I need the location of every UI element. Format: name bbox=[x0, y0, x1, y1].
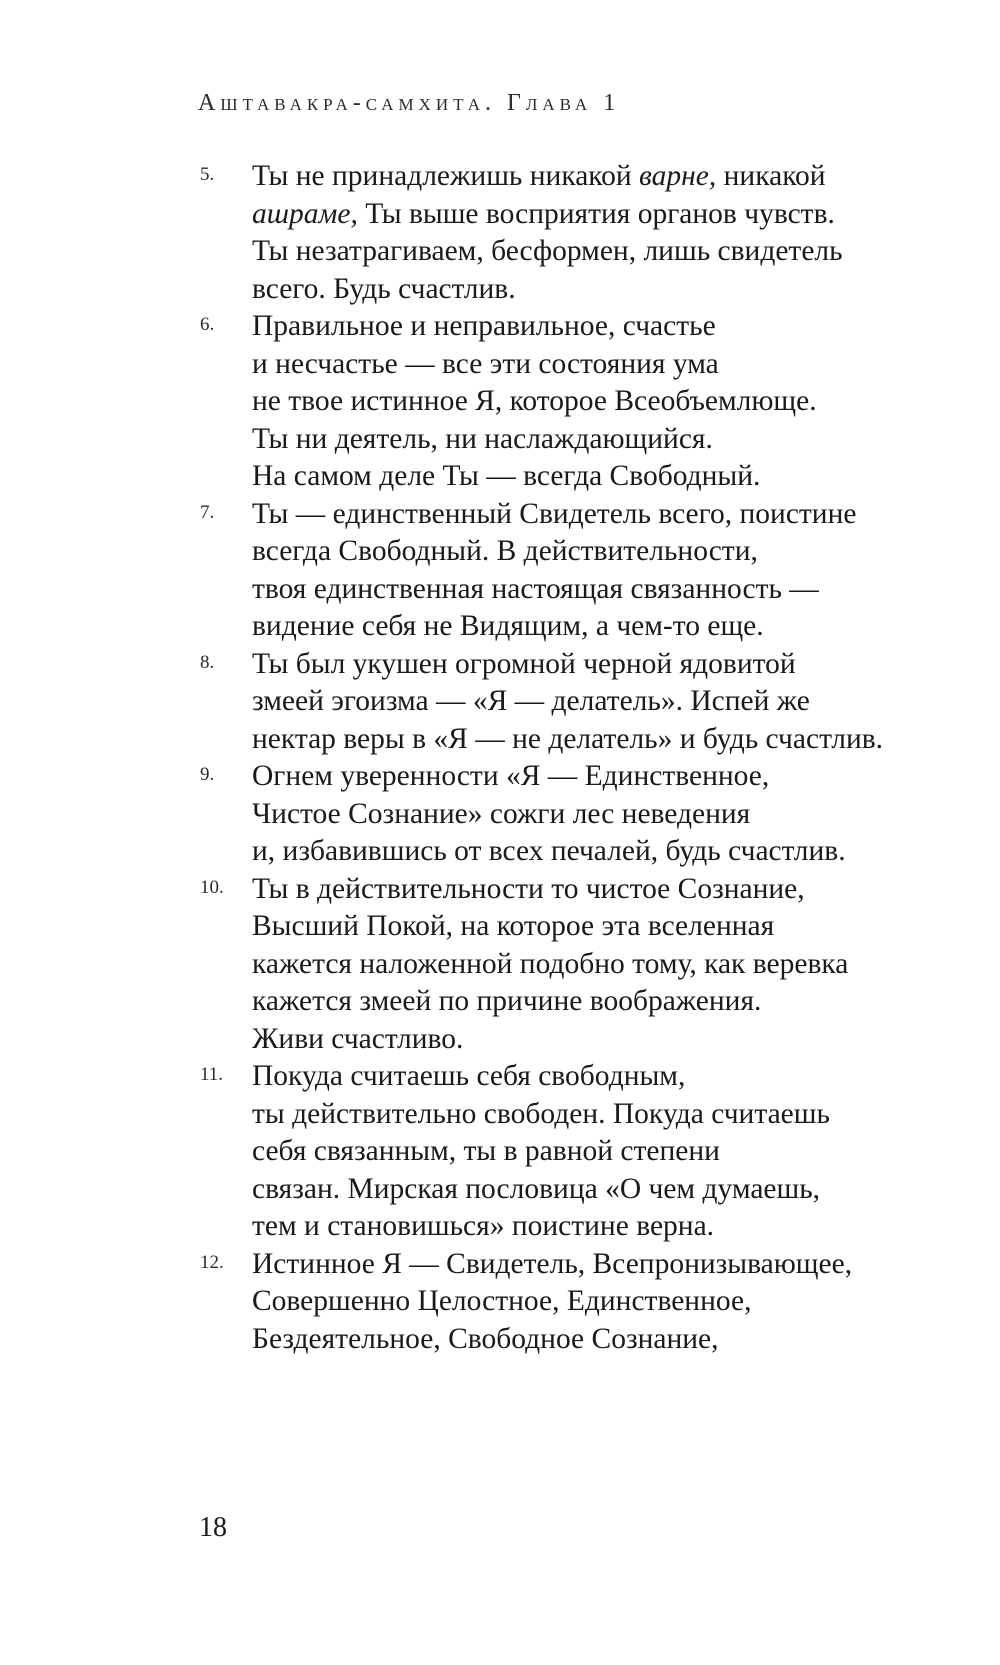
text-run: твоя единственная настоящая связанность — bbox=[252, 572, 819, 605]
verse-line bbox=[252, 796, 960, 834]
verse-line bbox=[252, 1171, 960, 1209]
verse-line bbox=[252, 571, 960, 609]
verse-line bbox=[252, 946, 960, 984]
verse bbox=[200, 758, 960, 871]
verse-line bbox=[252, 196, 960, 234]
verse-line bbox=[252, 271, 960, 309]
verse-number: 11. bbox=[200, 1064, 224, 1085]
text-run: ты действительно свободен. Покуда считаешь bbox=[252, 1097, 830, 1130]
verse-line bbox=[252, 608, 960, 646]
verse bbox=[200, 871, 960, 1059]
verse-number: 12. bbox=[200, 1251, 224, 1273]
text-run: Чистое Сознание» сожги лес неведения bbox=[252, 797, 751, 830]
text-run: Ты был укушен огромной черной ядовитой bbox=[252, 647, 796, 680]
verse-line bbox=[252, 758, 960, 796]
text-run: Совершенно Целостное, Единственное, bbox=[252, 1285, 752, 1317]
text-run: тем и становишься» поистине верна. bbox=[252, 1210, 715, 1242]
verse-number: 10. bbox=[200, 876, 224, 898]
page-number: 18 bbox=[199, 1512, 227, 1543]
verse bbox=[200, 646, 960, 759]
text-run: никакой bbox=[716, 160, 826, 192]
text-run: Ты незатрагиваем, бесформен, лишь свидетель bbox=[252, 235, 843, 267]
verse-number: 6. bbox=[200, 314, 215, 335]
verse-line bbox=[252, 1246, 960, 1284]
verse bbox=[200, 1246, 960, 1359]
verse-line bbox=[252, 346, 960, 384]
verse-line bbox=[252, 233, 960, 271]
text-run: змеей эгоизма — «Я — делатель». Испей же bbox=[252, 685, 810, 717]
verse-line bbox=[252, 833, 960, 871]
text-run: Огнем уверенности «Я — Единственное, bbox=[252, 760, 770, 792]
verse-line bbox=[252, 308, 960, 346]
text-run: и, избавившись от всех печалей, будь счастлив. bbox=[252, 835, 846, 867]
text-run: кажется змеей по причине воображения. bbox=[252, 985, 762, 1017]
text-run: кажется наложенной подобно тому, как веревка bbox=[252, 947, 849, 980]
verse-line bbox=[252, 1096, 960, 1134]
italic-term: ашраме, bbox=[252, 197, 358, 230]
verse-line bbox=[252, 1133, 960, 1171]
text-run: Ты не принадлежишь никакой bbox=[252, 160, 640, 192]
text-run: всегда Свободный. В действительности, bbox=[252, 535, 758, 567]
verse-line bbox=[252, 983, 960, 1021]
verse-number: 8. bbox=[200, 651, 215, 673]
verse-number: 5. bbox=[200, 164, 215, 185]
verse-line bbox=[252, 421, 960, 459]
verse-line bbox=[252, 1283, 960, 1321]
text-run: На самом деле Ты — всегда Свободный. bbox=[252, 460, 761, 492]
verse bbox=[200, 158, 960, 308]
text-run: и несчастье — все эти состояния ума bbox=[252, 347, 719, 380]
verse-line bbox=[252, 1058, 960, 1096]
text-run: Покуда считаешь себя свободным, bbox=[252, 1060, 686, 1092]
text-run: нектар веры в «Я — не делатель» и будь счастлив. bbox=[252, 722, 884, 755]
verse-line bbox=[252, 158, 960, 196]
running-head: Аштавакра-самхита. Глава 1 bbox=[198, 90, 621, 116]
text-run: связан. Мирская пословица «О чем думаешь, bbox=[252, 1172, 821, 1205]
verse-line bbox=[252, 496, 960, 534]
verse-line bbox=[252, 383, 960, 421]
text-run: Высший Покой, на которое эта вселенная bbox=[252, 910, 775, 942]
verse-line bbox=[252, 871, 960, 909]
verse-list bbox=[200, 158, 960, 1358]
verse-line bbox=[252, 1021, 960, 1059]
verse-line bbox=[252, 1208, 960, 1246]
text-run: не твое истинное Я, которое Всеобъемлюще. bbox=[252, 385, 817, 417]
verse-number: 9. bbox=[200, 764, 215, 785]
text-run: Живи счастливо. bbox=[252, 1022, 464, 1055]
verse-line bbox=[252, 721, 960, 759]
text-run: Истинное Я — Свидетель, Всепронизывающее, bbox=[252, 1247, 853, 1280]
verse bbox=[200, 1058, 960, 1246]
verse bbox=[200, 308, 960, 496]
text-run: Ты выше восприятия органов чувств. bbox=[357, 197, 835, 230]
text-run: Правильное и неправильное, счастье bbox=[252, 310, 716, 342]
text-run: Ты — единственный Свидетель всего, поистине bbox=[252, 497, 857, 530]
verse bbox=[200, 496, 960, 646]
text-run: себя связанным, ты в равной степени bbox=[252, 1135, 720, 1167]
verse-line bbox=[252, 908, 960, 946]
verse-line bbox=[252, 1321, 960, 1359]
verse-line bbox=[252, 533, 960, 571]
text-run: видение себя не Видящим, а чем-то еще. bbox=[252, 610, 764, 642]
text-run: всего. Будь счастлив. bbox=[252, 272, 516, 305]
text-run: Ты в действительности то чистое Сознание, bbox=[252, 872, 805, 905]
text-run: Бездеятельное, Свободное Сознание, bbox=[252, 1322, 719, 1355]
verse-line bbox=[252, 458, 960, 496]
text-run: Ты ни деятель, ни наслаждающийся. bbox=[252, 422, 713, 455]
verse-line bbox=[252, 683, 960, 721]
verse-line bbox=[252, 646, 960, 684]
italic-term: варне, bbox=[639, 160, 717, 192]
verse-number: 7. bbox=[200, 501, 215, 523]
